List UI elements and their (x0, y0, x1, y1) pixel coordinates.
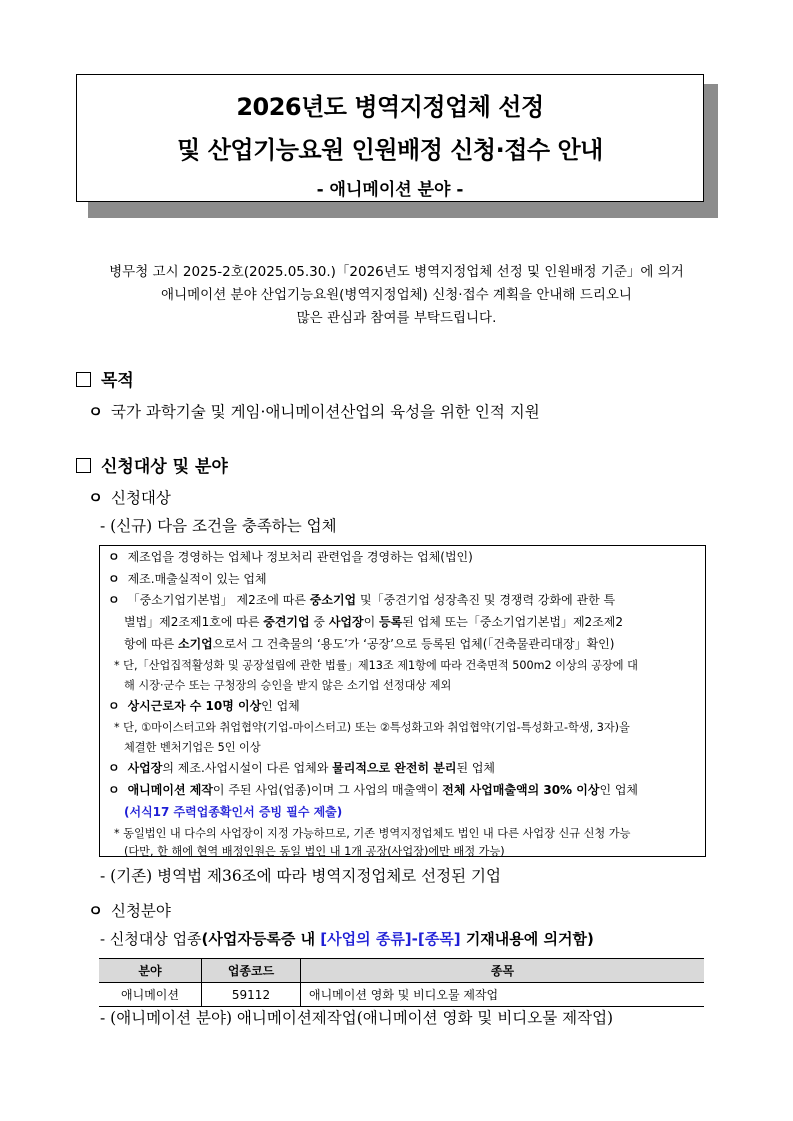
table-cell: 애니메이션 (99, 983, 202, 1007)
checkbox-square-icon (76, 458, 91, 473)
circle-bullet-icon: ㅇ (108, 572, 120, 586)
field-subheading (88, 899, 171, 921)
condition-bold-text: 중견기업 (263, 615, 310, 629)
condition-text: 「중소기업기본법」 제2조에 따른 (127, 593, 310, 607)
condition-text: 별법」제2조제1호에 따른 (124, 615, 264, 629)
intro-paragraph (60, 261, 733, 330)
section-purpose-heading (76, 366, 134, 391)
circle-bullet-icon: ㅇ (88, 901, 103, 920)
title-line-2: 및 산업기능요원 인원배정 신청·접수 안내 (177, 136, 603, 164)
condition-bold-text: 상시근로자 수 10명 이상 (127, 699, 262, 713)
industry-bold-text: 기재내용에 의거함) (460, 930, 594, 948)
table-header-cell: 업종코드 (202, 959, 301, 983)
condition-note: * 단,「산업집적활성화 및 공장설립에 관한 법률」제13조 제1항에 따라 건축면적 500m2 이상의 공장에 대 (114, 659, 638, 672)
industry-text: - 신청대상 업종 (100, 930, 202, 948)
condition-continuation (124, 613, 623, 630)
section-heading-text: 신청대상 및 분야 (101, 457, 228, 477)
condition-note: (다만, 한 해에 현역 배정인원은 동일 법인 내 1개 공장(사업장)에만 배정 가능) (124, 845, 505, 858)
table-row (99, 983, 704, 1007)
circle-bullet-icon: ㅇ (88, 488, 103, 507)
industry-table (99, 958, 704, 1007)
condition-note: 체결한 벤처기업은 5인 이상 (124, 741, 261, 754)
condition-required-note (124, 803, 342, 820)
existing-label: - (기존) 병역법 제36조에 따라 병역지정업체로 선정된 기업 (100, 867, 501, 885)
condition-bold-text: 소기업 (178, 637, 213, 651)
condition-bold-text: 등록 (379, 615, 403, 629)
condition-text: 및「중견기업 성장촉진 및 경쟁력 강화에 관한 특 (356, 593, 616, 607)
table-cell: 애니메이션 영화 및 비디오물 제작업 (301, 983, 705, 1007)
title-subtitle: - 애니메이션 분야 - (316, 180, 464, 200)
title-box (76, 74, 704, 202)
table-header-cell: 종목 (301, 959, 705, 983)
section-target-heading (76, 452, 228, 477)
condition-item (108, 548, 473, 565)
condition-bold-text: 중소기업 (309, 593, 357, 607)
section-heading-text: 목적 (101, 371, 134, 391)
condition-text: 항에 따른 (124, 637, 178, 651)
condition-item (108, 591, 615, 608)
subheading-text: 신청분야 (110, 902, 171, 920)
title-line-1: 2026년도 병역지정업체 선정 (236, 93, 544, 121)
condition-text: 이 (363, 615, 380, 629)
condition-item (108, 570, 267, 587)
condition-note: 해 시장·군수 또는 구청장의 승인을 받지 않은 소기업 선정대상 제외 (124, 679, 452, 692)
condition-text: 중 (309, 615, 329, 629)
conditions-box (99, 545, 706, 857)
purpose-text: 국가 과학기술 및 게임·애니메이션산업의 육성을 위한 인적 지원 (110, 403, 540, 421)
condition-text: 제조.매출실적이 있는 업체 (127, 572, 267, 586)
condition-note: * 단, ①마이스터고와 취업협약(기업-마이스터고) 또는 ②특성화고와 취업협약(기업-특성화고-학생, 3자)을 (114, 721, 630, 734)
industry-line (100, 928, 594, 949)
condition-note: * 동일법인 내 다수의 사업장이 지정 가능하므로, 기존 병역지정업체도 법인 내 다른 사업장 신규 신청 가능 (114, 827, 631, 840)
target-subheading (88, 486, 171, 508)
table-header-cell: 분야 (99, 959, 202, 983)
circle-bullet-icon: ㅇ (108, 783, 120, 797)
condition-item (108, 697, 300, 714)
circle-bullet-icon: ㅇ (108, 593, 120, 607)
condition-bold-text: 사업장 (127, 761, 163, 775)
condition-bold-text: 물리적으로 완전히 분리 (332, 761, 457, 775)
condition-continuation (124, 635, 614, 652)
condition-text: 인 업체 (599, 783, 639, 797)
table-header-row (99, 959, 704, 983)
field-footer: - (애니메이션 분야) 애니메이션제작업(애니메이션 영화 및 비디오물 제작업) (100, 1009, 614, 1027)
condition-text: 이 주된 사업(업종)이며 그 사업의 매출액이 (212, 783, 443, 797)
circle-bullet-icon: ㅇ (108, 699, 120, 713)
table-cell: 59112 (202, 983, 301, 1007)
intro-line: 애니메이션 분야 산업기능요원(병역지정업체) 신청·접수 계획을 안내해 드리오니 (161, 287, 632, 303)
industry-bold-text: (사업자등록증 내 (201, 930, 321, 948)
condition-item (108, 781, 638, 798)
purpose-bullet (88, 400, 540, 422)
condition-item (108, 759, 495, 776)
condition-text: 된 업체 (456, 761, 496, 775)
condition-text: 된 업체 또는「중소기업기본법」제2조제2 (402, 615, 624, 629)
circle-bullet-icon: ㅇ (88, 402, 103, 421)
condition-bold-text: 애니메이션 제작 (127, 783, 213, 797)
intro-line: 병무청 고시 2025-2호(2025.05.30.)「2026년도 병역지정업체 선정 및 인원배정 기준」에 의거 (109, 264, 684, 280)
condition-bold-text: 전체 사업매출액의 30% 이상 (442, 783, 600, 797)
circle-bullet-icon: ㅇ (108, 550, 120, 564)
new-label: - (신규) 다음 조건을 충족하는 업체 (100, 517, 337, 535)
subheading-text: 신청대상 (110, 489, 171, 507)
intro-line: 많은 관심과 참여를 부탁드립니다. (296, 310, 497, 326)
condition-bold-text: 사업장 (328, 615, 364, 629)
condition-text: 제조업을 경영하는 업체나 정보처리 관련업을 경영하는 업체(법인) (127, 550, 473, 564)
checkbox-square-icon (76, 372, 91, 387)
condition-text: 으로서 그 건축물의 ‘용도’가 ‘공장’으로 등록된 업체(「건축물관리대장」확인) (212, 637, 615, 651)
required-submission-text: (서식17 주력업종확인서 증빙 필수 제출) (124, 805, 343, 819)
circle-bullet-icon: ㅇ (108, 761, 120, 775)
condition-text: 의 제조.사업시설이 다른 업체와 (162, 761, 333, 775)
industry-highlight-text: [사업의 종류]-[종목] (320, 930, 461, 948)
condition-text: 인 업체 (261, 699, 300, 713)
